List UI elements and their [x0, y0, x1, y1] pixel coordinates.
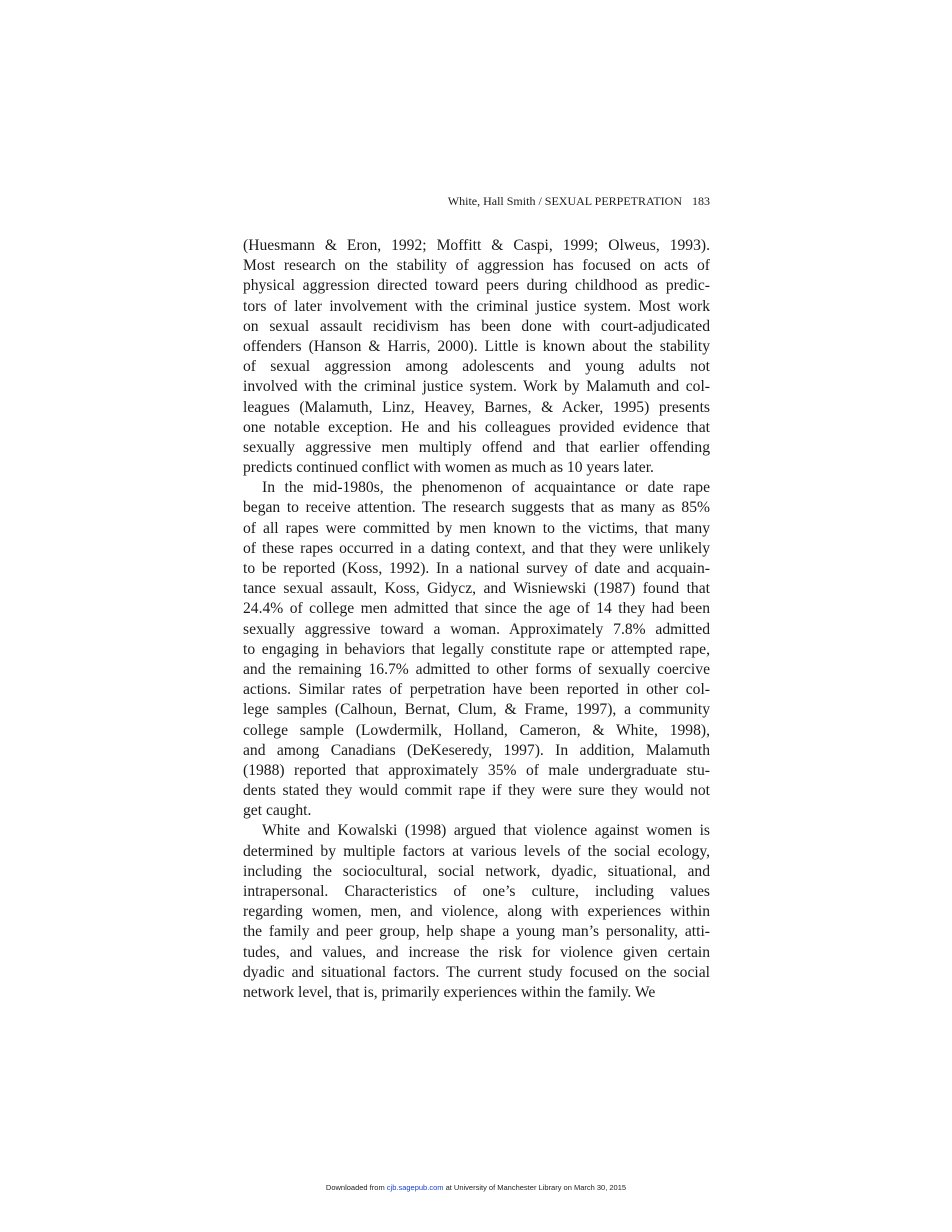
text-line: tudes, and values, and increase the risk for violence given certain [243, 943, 710, 961]
text-line: tors of later involvement with the criminal justice system. Most work [243, 297, 710, 315]
footer-link[interactable]: cjb.sagepub.com [386, 1183, 444, 1192]
text-line: including the sociocultural, social network, dyadic, situational, and [243, 862, 710, 880]
text-line: and the remaining 16.7% admitted to other forms of sexually coercive [243, 660, 710, 678]
text-line: regarding women, men, and violence, along with experiences within [243, 903, 710, 921]
text-line: In the mid-1980s, the phenomenon of acquaintance or date rape [262, 479, 710, 497]
text-line: Most research on the stability of aggression has focused on acts of [243, 257, 710, 275]
text-line: predicts continued conflict with women as much as 10 years later. [243, 459, 654, 477]
text-line: (Huesmann & Eron, 1992; Moffitt & Caspi, 1999; Olweus, 1993). [243, 237, 710, 254]
text-line: lege samples (Calhoun, Bernat, Clum, & Frame, 1997), a community [243, 701, 710, 719]
text-line: began to receive attention. The research suggests that as many as 85% [243, 499, 710, 517]
text-line: network level, that is, primarily experiences within the family. We [243, 983, 656, 1001]
text-line: actions. Similar rates of perpetration have been reported in other col- [243, 681, 710, 699]
paragraph [243, 821, 710, 1003]
text-line: offenders (Hanson & Harris, 2000). Little is known about the stability [243, 337, 710, 355]
paragraph [243, 236, 710, 478]
text-line: intrapersonal. Characteristics of one’s culture, including values [243, 883, 710, 900]
text-line: to engaging in behaviors that legally constitute rape or attempted rape, [243, 640, 710, 658]
text-line: one notable exception. He and his colleagues provided evidence that [243, 418, 710, 436]
text-line: sexually aggressive men multiply offend and that earlier offending [243, 438, 710, 456]
text-line: of all rapes were committed by men known to the victims, that many [243, 519, 710, 537]
download-footer [0, 1183, 952, 1193]
page-number: 183 [692, 194, 710, 208]
text-line: of these rapes occurred in a dating context, and that they were unlikely [243, 539, 710, 557]
text-line: dents stated they would commit rape if they were sure they would not [243, 782, 710, 800]
text-line: get caught. [243, 802, 312, 820]
text-line: White and Kowalski (1998) argued that violence against women is [262, 822, 710, 840]
text-line: college sample (Lowdermilk, Holland, Cameron, & White, 1998), [243, 721, 710, 739]
text-line: dyadic and situational factors. The current study focused on the social [243, 963, 710, 981]
running-head-title: White, Hall Smith / SEXUAL PERPETRATION [447, 194, 682, 208]
footer-prefix: Downloaded from [325, 1183, 387, 1192]
running-head [243, 193, 710, 209]
text-line: of sexual aggression among adolescents and young adults not [243, 358, 710, 376]
text-line: (1988) reported that approximately 35% of male undergraduate stu- [243, 761, 710, 779]
text-line: determined by multiple factors at various levels of the social ecology, [243, 842, 710, 860]
article-body [243, 236, 710, 1003]
text-line: 24.4% of college men admitted that since the age of 14 they had been [243, 600, 710, 618]
text-line: tance sexual assault, Koss, Gidycz, and Wisniewski (1987) found that [243, 580, 710, 598]
text-line: sexually aggressive toward a woman. Approximately 7.8% admitted [243, 620, 710, 638]
text-line: physical aggression directed toward peers during childhood as predic- [243, 277, 710, 295]
text-line: the family and peer group, help shape a young man’s personality, atti- [243, 923, 710, 941]
text-line: involved with the criminal justice system. Work by Malamuth and col- [243, 378, 710, 396]
text-line: on sexual assault recidivism has been done with court-adjudicated [243, 317, 710, 335]
paragraph [243, 478, 710, 821]
text-line: to be reported (Koss, 1992). In a national survey of date and acquain- [243, 560, 710, 577]
text-line: and among Canadians (DeKeseredy, 1997). In addition, Malamuth [243, 741, 710, 759]
text-line: leagues (Malamuth, Linz, Heavey, Barnes, & Acker, 1995) presents [243, 398, 710, 416]
footer-suffix: at University of Manchester Library on March 30, 2015 [443, 1183, 627, 1192]
